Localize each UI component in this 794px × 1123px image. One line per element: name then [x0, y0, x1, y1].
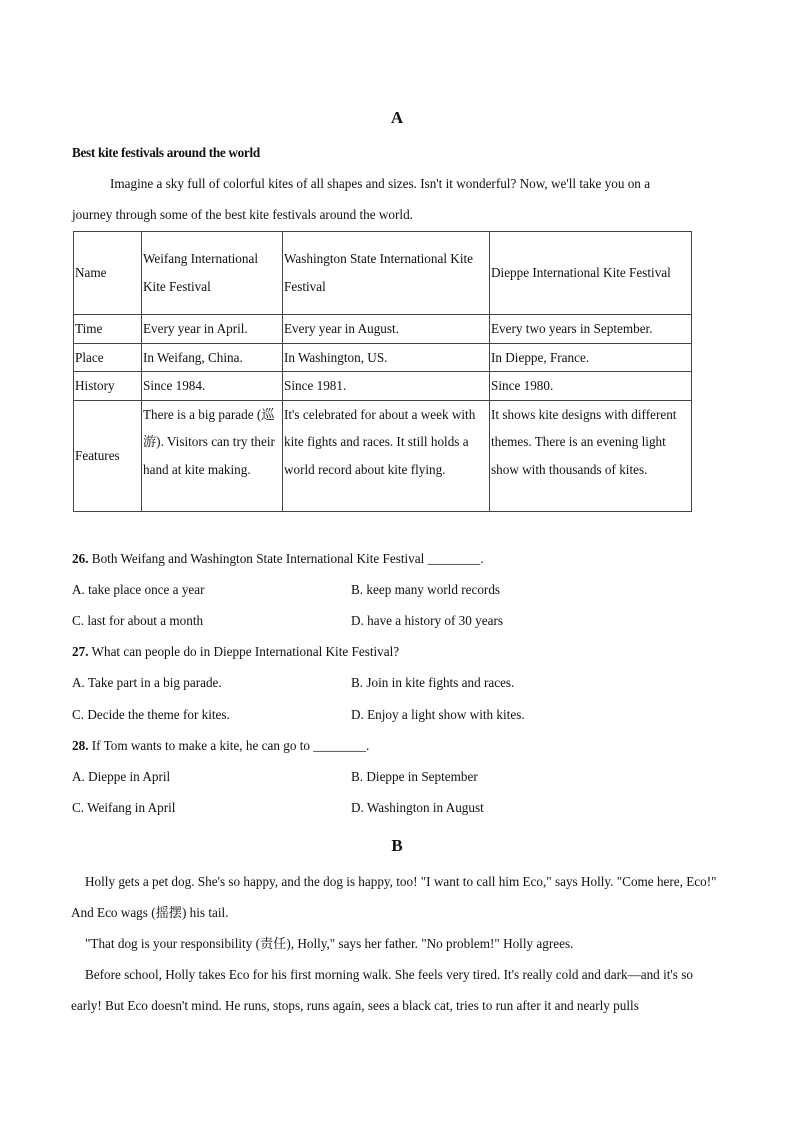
option-c[interactable]: C. Weifang in April — [72, 800, 176, 815]
table-row — [74, 343, 692, 372]
passage-b-label: B — [391, 836, 403, 855]
passage-a-title: Best kite festivals around the world — [72, 145, 260, 160]
table-cell: In Dieppe, France. — [490, 343, 692, 372]
table-header-cell: Washington State International Kite Festival — [283, 232, 490, 315]
table-row — [74, 372, 692, 401]
table-header-cell: Dieppe International Kite Festival — [490, 232, 692, 315]
table-header-row — [74, 232, 692, 315]
option-a[interactable]: A. Take part in a big parade. — [72, 675, 222, 690]
row-label: History — [74, 372, 142, 401]
option-b[interactable]: B. Dieppe in September — [351, 769, 478, 784]
option-c[interactable]: C. Decide the theme for kites. — [72, 707, 230, 722]
question-28 — [72, 738, 369, 754]
option-b[interactable]: B. Join in kite fights and races. — [351, 675, 515, 690]
table-cell: In Washington, US. — [283, 343, 490, 372]
row-label: Features — [74, 400, 142, 511]
question-stem: Both Weifang and Washington State International Kite Festival ________. — [88, 551, 484, 566]
question-stem: If Tom wants to make a kite, he can go to ________. — [88, 738, 370, 753]
table-cell: In Weifang, China. — [142, 343, 283, 372]
question-number: 27. — [72, 644, 89, 659]
option-c[interactable]: C. last for about a month — [72, 613, 204, 628]
question-27 — [72, 644, 399, 660]
table-cell: Since 1980. — [490, 372, 692, 401]
passage-a-label: A — [390, 108, 404, 127]
option-d[interactable]: D. have a history of 30 years — [351, 613, 503, 628]
row-label: Place — [74, 343, 142, 372]
table-cell: Every two years in September. — [490, 315, 692, 344]
passage-b-paragraph-1: Holly gets a pet dog. She's so happy, and the dog is happy, too! "I want to call him Eco," says Holly. "Come here, Eco!" And Eco wags (摇摆) his tail. — [71, 874, 717, 920]
option-a[interactable]: A. Dieppe in April — [72, 769, 171, 784]
table-cell: It shows kite designs with different themes. There is an evening light show with thousands of kites. — [490, 400, 692, 511]
row-label: Time — [74, 315, 142, 344]
intro-line-2: journey through some of the best kite festivals around the world. — [72, 207, 413, 222]
question-stem: What can people do in Dieppe International Kite Festival? — [88, 644, 400, 659]
option-d[interactable]: D. Enjoy a light show with kites. — [351, 707, 525, 722]
kite-festival-table — [73, 231, 692, 512]
table-header-cell: Weifang International Kite Festival — [142, 232, 283, 315]
question-26 — [72, 551, 484, 567]
table-cell: Since 1981. — [283, 372, 490, 401]
table-row — [74, 315, 692, 344]
question-number: 28. — [72, 738, 89, 753]
option-d[interactable]: D. Washington in August — [351, 800, 484, 815]
option-b[interactable]: B. keep many world records — [351, 582, 501, 597]
intro-line-1: Imagine a sky full of colorful kites of all shapes and sizes. Isn't it wonderful? Now, we'll take you on a — [110, 176, 651, 191]
question-number: 26. — [72, 551, 89, 566]
passage-b-paragraph-2: "That dog is your responsibility (责任), Holly," says her father. "No problem!" Holly agrees. — [85, 936, 574, 951]
table-cell: Every year in April. — [142, 315, 283, 344]
table-cell: There is a big parade (巡游). Visitors can try their hand at kite making. — [142, 400, 283, 511]
option-a[interactable]: A. take place once a year — [72, 582, 205, 597]
table-row — [74, 400, 692, 511]
table-cell: It's celebrated for about a week with kite fights and races. It still holds a world record about kite flying. — [283, 400, 490, 511]
table-cell: Since 1984. — [142, 372, 283, 401]
passage-b-paragraph-3: Before school, Holly takes Eco for his first morning walk. She feels very tired. It's really cold and dark—and it's so early! But Eco doesn't mind. He runs, stops, runs again, sees a black cat, tries to run after it and nearly pulls — [71, 967, 693, 1013]
table-header-cell: Name — [74, 232, 142, 315]
table-cell: Every year in August. — [283, 315, 490, 344]
